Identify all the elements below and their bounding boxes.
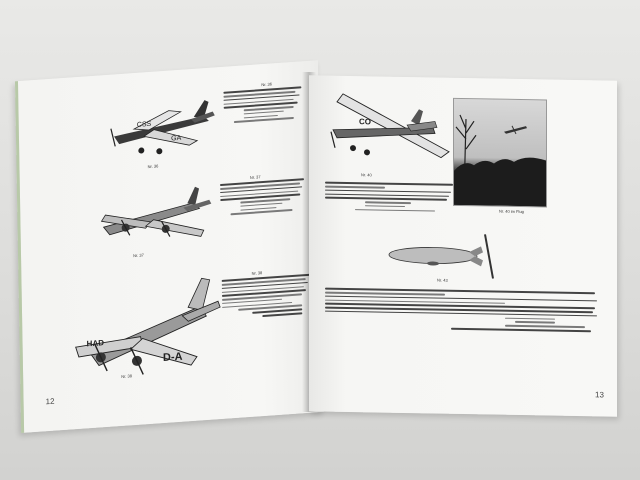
description-text	[325, 180, 455, 215]
marking-had: HAD	[86, 338, 105, 349]
item-number: Nr. 37	[249, 174, 261, 180]
marking-ga: GA	[171, 134, 182, 143]
marking-co: CO	[359, 117, 371, 127]
flight-photograph	[453, 98, 547, 208]
right-page	[309, 75, 617, 416]
airplane-illustration	[95, 177, 216, 265]
page-number: 13	[595, 390, 604, 400]
photo-caption: Nr. 40 im Flug	[499, 208, 524, 215]
marking-css: CSS	[136, 120, 152, 129]
airplane-illustration	[108, 87, 219, 175]
glider-illustration	[323, 90, 453, 172]
figure-caption: Nr. 37	[133, 252, 144, 259]
description-text	[220, 171, 307, 218]
description-text	[222, 267, 313, 322]
description-text	[325, 286, 601, 335]
figure-caption: Nr. 40	[361, 172, 372, 178]
description-text	[223, 79, 304, 126]
airplane-illustration	[69, 267, 221, 387]
item-number: Nr. 38	[251, 270, 263, 276]
figure-caption: Nr. 43	[437, 277, 448, 283]
marking-d-a: D-A	[162, 350, 183, 365]
left-page	[15, 60, 324, 433]
figure-caption: Nr. 38	[121, 373, 132, 379]
page-number: 12	[45, 396, 55, 407]
zeppelin-illustration	[389, 229, 499, 281]
figure-caption: Nr. 36	[147, 163, 159, 170]
item-number: Nr. 36	[261, 81, 273, 88]
